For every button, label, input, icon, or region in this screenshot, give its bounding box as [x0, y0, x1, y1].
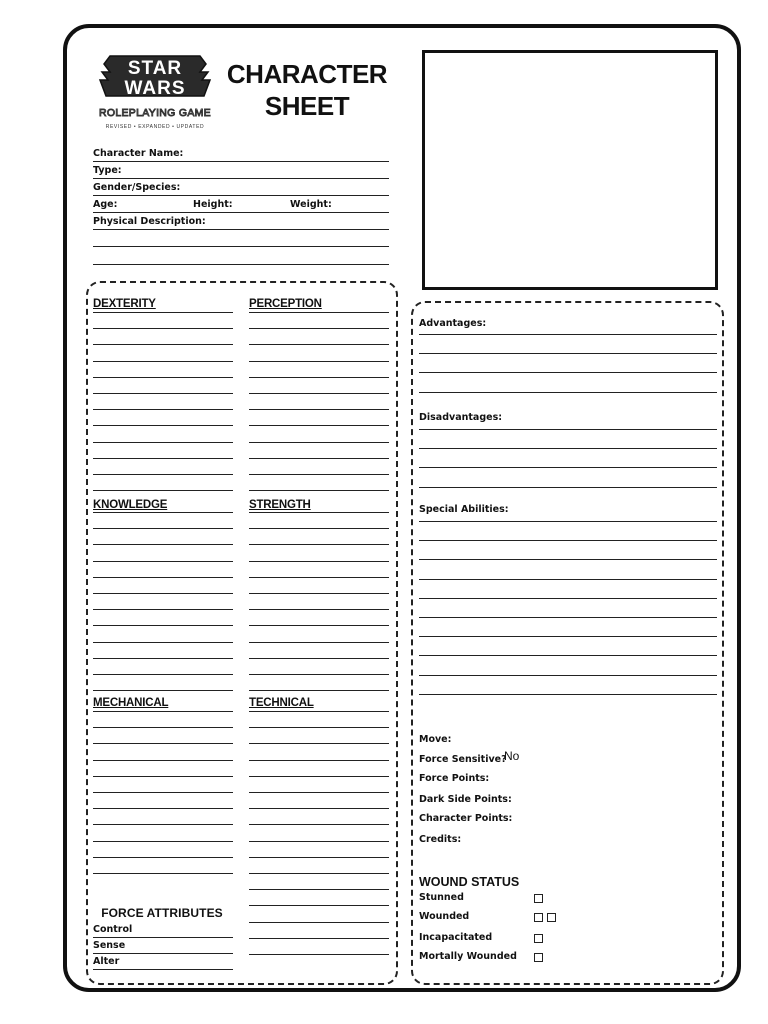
perception-skill-line[interactable] — [249, 312, 389, 313]
knowledge-skill-line[interactable] — [93, 625, 233, 626]
physical-description-label: Physical Description: — [93, 216, 206, 227]
advantages-line[interactable] — [419, 334, 717, 335]
force-sensitive-value[interactable]: No — [504, 749, 520, 763]
strength-skill-line[interactable] — [249, 544, 389, 545]
strength-skill-line[interactable] — [249, 690, 389, 691]
knowledge-skill-line[interactable] — [93, 642, 233, 643]
technical-skill-line[interactable] — [249, 841, 389, 842]
special-abilities-line[interactable] — [419, 675, 717, 676]
star-wars-logo — [92, 52, 218, 134]
strength-skill-line[interactable] — [249, 609, 389, 610]
knowledge-skill-line[interactable] — [93, 609, 233, 610]
technical-skill-line[interactable] — [249, 792, 389, 793]
special-abilities-line[interactable] — [419, 694, 717, 695]
disadvantages-line[interactable] — [419, 448, 717, 449]
type-line[interactable] — [93, 178, 389, 179]
perception-skill-line[interactable] — [249, 490, 389, 491]
incapacitated-checkbox[interactable] — [534, 934, 543, 943]
knowledge-skill-line[interactable] — [93, 577, 233, 578]
control-line[interactable] — [93, 937, 233, 938]
page-title — [220, 58, 394, 122]
special-abilities-line[interactable] — [419, 579, 717, 580]
character-name-label: Character Name: — [93, 148, 184, 159]
dexterity-skill-line[interactable] — [93, 409, 233, 410]
alter-line[interactable] — [93, 969, 233, 970]
dexterity-skill-line[interactable] — [93, 442, 233, 443]
wounded-checkbox-1[interactable] — [534, 913, 543, 922]
knowledge-skill-line[interactable] — [93, 528, 233, 529]
strength-skill-line[interactable] — [249, 528, 389, 529]
knowledge-skill-line[interactable] — [93, 658, 233, 659]
age-label: Age: — [93, 199, 118, 210]
mechanical-skill-line[interactable] — [93, 760, 233, 761]
mechanical-skill-line[interactable] — [93, 841, 233, 842]
weight-label: Weight: — [290, 199, 332, 210]
technical-skill-line[interactable] — [249, 889, 389, 890]
technical-heading: TECHNICAL — [249, 697, 314, 709]
advantages-line[interactable] — [419, 372, 717, 373]
mechanical-heading: MECHANICAL — [93, 697, 169, 709]
physical-description-line[interactable] — [93, 246, 389, 247]
perception-skill-line[interactable] — [249, 442, 389, 443]
logo-wars-text: WARS — [124, 78, 186, 99]
advantages-line[interactable] — [419, 353, 717, 354]
title-line-2: SHEET — [264, 91, 350, 121]
technical-skill-line[interactable] — [249, 857, 389, 858]
perception-skill-line[interactable] — [249, 328, 389, 329]
disadvantages-label: Disadvantages: — [419, 412, 503, 423]
strength-skill-line[interactable] — [249, 625, 389, 626]
knowledge-heading: KNOWLEDGE — [93, 499, 168, 511]
attributes-panel — [86, 281, 398, 985]
special-abilities-line[interactable] — [419, 655, 717, 656]
mortally-wounded-label: Mortally Wounded — [419, 951, 517, 962]
mechanical-skill-line[interactable] — [93, 776, 233, 777]
force-points-label: Force Points: — [419, 773, 490, 784]
knowledge-skill-line[interactable] — [93, 544, 233, 545]
wounded-checkbox-2[interactable] — [547, 913, 556, 922]
dark-side-points-label: Dark Side Points: — [419, 794, 512, 805]
special-abilities-line[interactable] — [419, 540, 717, 541]
mechanical-skill-line[interactable] — [93, 711, 233, 712]
disadvantages-line[interactable] — [419, 487, 717, 488]
strength-skill-line[interactable] — [249, 593, 389, 594]
logo-tagline: REVISED • EXPANDED • UPDATED — [105, 124, 205, 130]
stunned-checkbox[interactable] — [534, 894, 543, 903]
mechanical-skill-line[interactable] — [93, 873, 233, 874]
type-label: Type: — [93, 165, 122, 176]
wound-status-heading: WOUND STATUS — [419, 875, 520, 889]
advantages-label: Advantages: — [419, 318, 487, 329]
force-attributes-heading: FORCE ATTRIBUTES — [101, 906, 223, 920]
perception-skill-line[interactable] — [249, 344, 389, 345]
technical-skill-line[interactable] — [249, 905, 389, 906]
control-label: Control — [93, 924, 133, 935]
mechanical-skill-line[interactable] — [93, 824, 233, 825]
disadvantages-line[interactable] — [419, 429, 717, 430]
character-points-label: Character Points: — [419, 813, 513, 824]
incapacitated-label: Incapacitated — [419, 932, 493, 943]
strength-skill-line[interactable] — [249, 512, 389, 513]
special-abilities-line[interactable] — [419, 521, 717, 522]
technical-skill-line[interactable] — [249, 743, 389, 744]
alter-label: Alter — [93, 956, 120, 967]
advantages-line[interactable] — [419, 392, 717, 393]
logo-star-text: STAR — [127, 58, 183, 79]
perception-skill-line[interactable] — [249, 474, 389, 475]
strength-skill-line[interactable] — [249, 577, 389, 578]
technical-skill-line[interactable] — [249, 824, 389, 825]
perception-skill-line[interactable] — [249, 393, 389, 394]
technical-skill-line[interactable] — [249, 938, 389, 939]
force-sensitive-label: Force Sensitive? — [419, 754, 507, 765]
technical-skill-line[interactable] — [249, 711, 389, 712]
knowledge-skill-line[interactable] — [93, 512, 233, 513]
technical-skill-line[interactable] — [249, 922, 389, 923]
sense-label: Sense — [93, 940, 126, 951]
strength-skill-line[interactable] — [249, 642, 389, 643]
title-line-1: CHARACTER — [226, 59, 388, 89]
mechanical-skill-line[interactable] — [93, 808, 233, 809]
disadvantages-line[interactable] — [419, 467, 717, 468]
special-abilities-line[interactable] — [419, 559, 717, 560]
technical-skill-line[interactable] — [249, 760, 389, 761]
special-abilities-line[interactable] — [419, 636, 717, 637]
technical-skill-line[interactable] — [249, 873, 389, 874]
technical-skill-line[interactable] — [249, 776, 389, 777]
technical-skill-line[interactable] — [249, 727, 389, 728]
knowledge-skill-line[interactable] — [93, 690, 233, 691]
mechanical-skill-line[interactable] — [93, 743, 233, 744]
dexterity-skill-line[interactable] — [93, 328, 233, 329]
special-abilities-label: Special Abilities: — [419, 504, 509, 515]
height-label: Height: — [193, 199, 233, 210]
dexterity-skill-line[interactable] — [93, 458, 233, 459]
strength-skill-line[interactable] — [249, 674, 389, 675]
technical-skill-line[interactable] — [249, 954, 389, 955]
dexterity-skill-line[interactable] — [93, 377, 233, 378]
dexterity-skill-line[interactable] — [93, 425, 233, 426]
strength-skill-line[interactable] — [249, 561, 389, 562]
gender-species-line[interactable] — [93, 195, 389, 196]
move-label: Move: — [419, 734, 452, 745]
knowledge-skill-line[interactable] — [93, 674, 233, 675]
strength-skill-line[interactable] — [249, 658, 389, 659]
portrait-box[interactable] — [422, 50, 718, 290]
dexterity-skill-line[interactable] — [93, 312, 233, 313]
stunned-label: Stunned — [419, 892, 464, 903]
mortally-wounded-checkbox[interactable] — [534, 953, 543, 962]
character-name-line[interactable] — [93, 161, 389, 162]
dexterity-skill-line[interactable] — [93, 490, 233, 491]
sense-line[interactable] — [93, 953, 233, 954]
knowledge-skill-line[interactable] — [93, 561, 233, 562]
knowledge-skill-line[interactable] — [93, 593, 233, 594]
credits-label: Credits: — [419, 834, 462, 845]
wounded-label: Wounded — [419, 911, 470, 922]
dexterity-heading: DEXTERITY — [93, 298, 156, 310]
technical-skill-line[interactable] — [249, 808, 389, 809]
perception-skill-line[interactable] — [249, 361, 389, 362]
logo-subtitle: ROLEPLAYING GAME — [99, 107, 211, 119]
gender-species-label: Gender/Species: — [93, 182, 181, 193]
dexterity-skill-line[interactable] — [93, 361, 233, 362]
special-abilities-line[interactable] — [419, 598, 717, 599]
mechanical-skill-line[interactable] — [93, 727, 233, 728]
strength-heading: STRENGTH — [249, 499, 311, 511]
perception-skill-line[interactable] — [249, 458, 389, 459]
special-abilities-line[interactable] — [419, 617, 717, 618]
dexterity-skill-line[interactable] — [93, 393, 233, 394]
age-height-weight-line[interactable] — [93, 212, 389, 213]
perception-skill-line[interactable] — [249, 377, 389, 378]
physical-description-line[interactable] — [93, 229, 389, 230]
mechanical-skill-line[interactable] — [93, 857, 233, 858]
dexterity-skill-line[interactable] — [93, 474, 233, 475]
perception-heading: PERCEPTION — [249, 298, 322, 310]
physical-description-line[interactable] — [93, 264, 389, 265]
perception-skill-line[interactable] — [249, 409, 389, 410]
dexterity-skill-line[interactable] — [93, 344, 233, 345]
mechanical-skill-line[interactable] — [93, 792, 233, 793]
perception-skill-line[interactable] — [249, 425, 389, 426]
